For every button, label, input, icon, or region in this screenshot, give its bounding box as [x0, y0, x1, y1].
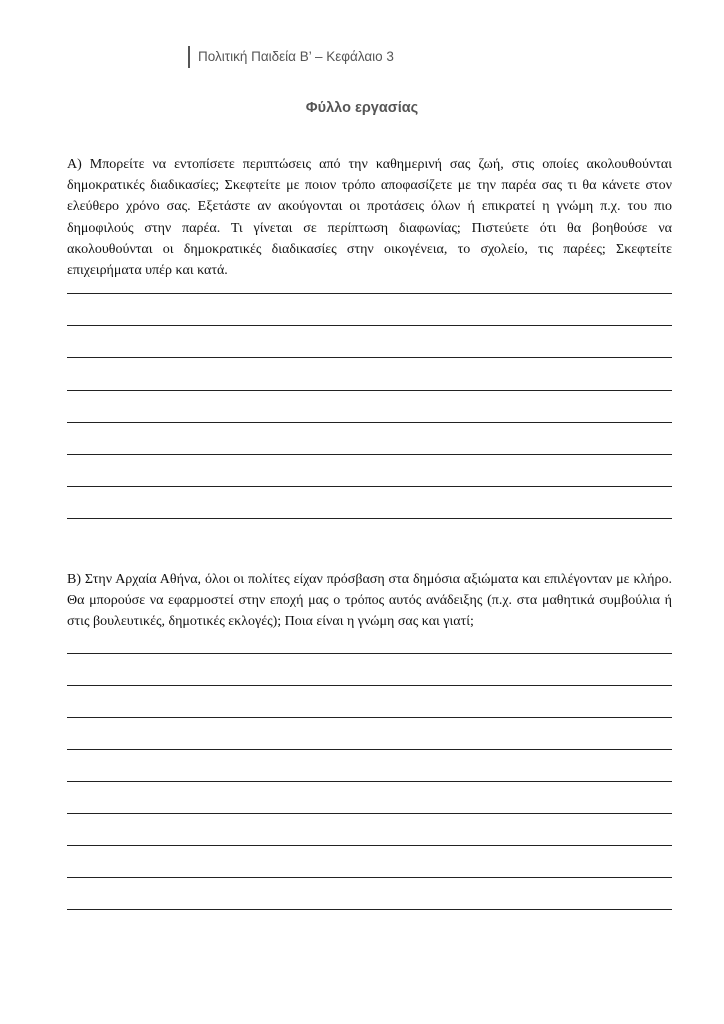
- question-b-text: Β) Στην Αρχαία Αθήνα, όλοι οι πολίτες είχαν πρόσβαση στα δημόσια αξιώματα και επιλέγονταν με κλήρο. Θα μπορούσε να εφαρμοστεί στην εποχή μας ο τρόπος αυτός ανάδειξης (π.χ. στα μαθητικά συμβούλια ή στις βουλευτικές, δημοτικές εκλογές); Ποια είναι η γνώμη σας και γιατί;: [67, 572, 672, 630]
- question-b-answer-line[interactable]: [67, 653, 672, 654]
- question-a-answer-line[interactable]: [67, 486, 672, 487]
- question-a-answer-line[interactable]: [67, 422, 672, 423]
- question-b-answer-line[interactable]: [67, 877, 672, 878]
- question-a-answer-line[interactable]: [67, 518, 672, 519]
- question-a-answer-line[interactable]: [67, 357, 672, 358]
- question-b-answer-line[interactable]: [67, 717, 672, 718]
- question-b-answer-line[interactable]: [67, 685, 672, 686]
- question-b-answer-line[interactable]: [67, 781, 672, 782]
- question-b-answer-line[interactable]: [67, 909, 672, 910]
- question-b-answer-line[interactable]: [67, 845, 672, 846]
- question-a-answer-line[interactable]: [67, 454, 672, 455]
- question-b-answer-line[interactable]: [67, 749, 672, 750]
- question-a-answer-line[interactable]: [67, 325, 672, 326]
- question-a-answer-line[interactable]: [67, 390, 672, 391]
- running-header: Πολιτική Παιδεία Β’ – Κεφάλαιο 3: [188, 46, 394, 68]
- page-title: Φύλλο εργασίας: [305, 100, 419, 116]
- question-a-answer-line[interactable]: [67, 293, 672, 294]
- question-a-text: Α) Μπορείτε να εντοπίσετε περιπτώσεις από την καθημερινή σας ζωή, στις οποίες ακολουθούνται δημοκρατικές διαδικασίες; Σκεφτείτε με ποιον τρόπο αποφασίζετε με την παρέα σας τι θα κάνετε στον ελεύθερο χρόνο σας. Εξετάστε αν ακούγονται οι προτάσεις όλων ή επικρατεί η γνώμη π.χ. του πιο δημοφιλούς στην παρέα. Τι γίνεται σε περίπτωση διαφωνίας; Πιστεύετε ότι θα βοηθούσε να ακολουθούνται οι δημοκρατικές διαδικασίες στην οικογένεια, το σχολείο, τις παρέες; Σκεφτείτε επιχειρήματα υπέρ και κατά.: [67, 157, 672, 279]
- question-b-answer-line[interactable]: [67, 813, 672, 814]
